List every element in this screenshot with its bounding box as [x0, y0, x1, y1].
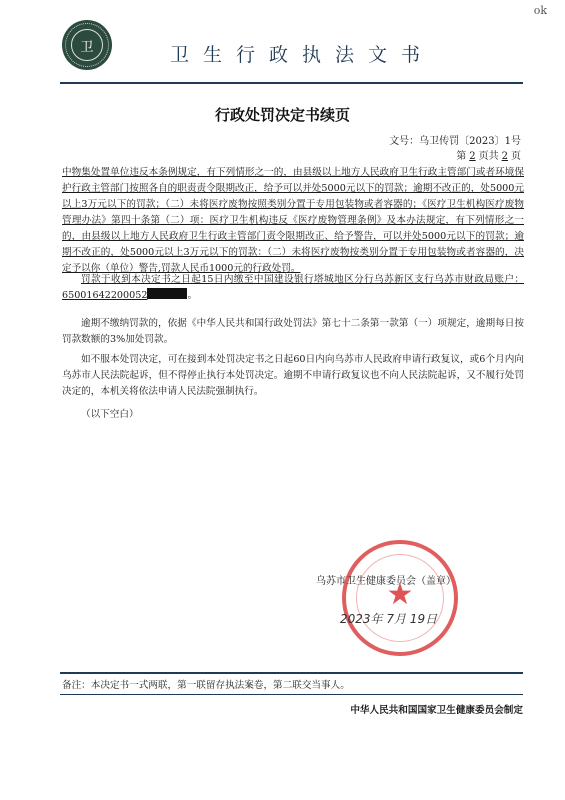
header-title: 卫生行政执法文书 — [170, 44, 435, 66]
seal-star-icon: ★ — [386, 577, 414, 612]
health-emblem-icon — [62, 20, 112, 70]
page-mid: 页共 — [478, 151, 499, 162]
footer-divider-bottom — [60, 694, 523, 695]
handwritten-corner-mark: ok — [533, 4, 547, 17]
remarks-note: 备注：本决定书一式两联，第一联留存执法案卷，第二联交当事人。 — [62, 680, 350, 691]
page-current: 2 — [469, 151, 476, 162]
paragraph-segment: 处5000元以上3万元以下的罚款； — [62, 183, 524, 210]
issuer-signature: 乌苏市卫生健康委员会（盖章） — [316, 576, 456, 587]
body-paragraph-payment — [62, 272, 524, 304]
page-total: 2 — [501, 151, 508, 162]
paragraph-segment: （二）未将医疗废物按照类别分置于专用包装物或者容器的； — [165, 199, 423, 210]
emblem-ring — [65, 23, 109, 67]
official-seal — [342, 540, 458, 656]
signature-date: 2023年 7月 19日 — [340, 612, 438, 626]
body-paragraph-legal-basis — [62, 165, 524, 277]
emblem-center: 卫 — [71, 29, 103, 61]
document-number: 文号：乌卫传罚〔2023〕1号 — [389, 136, 521, 147]
redaction-block — [147, 288, 187, 299]
page-suffix: 页 — [511, 151, 521, 162]
issuing-authority-footer: 中华人民共和国国家卫生健康委员会制定 — [350, 705, 523, 716]
body-paragraph-late-penalty: 逾期不缴纳罚款的，依据《中华人民共和国行政处罚法》第七十二条第一款第（一）项规定，逾期每日按罚款数额的3%加处罚款。 — [62, 318, 524, 345]
paragraph-segment: 罚款于收到本决定书之日起15日内缴至中国建设银行塔城地区分行乌苏新区支行乌苏市财政局账户：65001642200052 — [62, 274, 524, 301]
body-paragraph-appeal: 如不服本处罚决定，可在接到本处罚决定书之日起60日内向乌苏市人民政府申请行政复议，或6个月内向乌苏市人民法院起诉，但不得停止执行本处罚决定。逾期不申请行政复议也不向人民法院起诉，又不履行处罚决定的，本机关将依法申请人民法院强制执行。 — [62, 354, 524, 397]
footer-divider-top — [60, 672, 523, 674]
page-prefix: 第 — [456, 151, 467, 162]
header-divider — [60, 82, 523, 84]
document-title: 行政处罚决定书续页 — [214, 106, 350, 124]
paragraph-segment: 《医疗卫生机构医疗废物管理办法》第四十条第（二）项：医疗卫生机构违反《医疗废物管理条例》及本办法规定，有下列情形之一的，由县级以上地方人民政府卫生行政主管部门责令限期改正、给予警告，可以并处5000元以下的罚款；逾期不改正的，处5000元以上3万元以下的罚款：（二）未将医疗废物按类别分置于专用包装物或者容器的，决定予以你（单位）警告,罚款人民币1000元的行政处罚。 — [62, 199, 525, 274]
body-paragraph-blank-note: （以下空白） — [81, 409, 139, 420]
paragraph-segment: 。 — [187, 290, 198, 301]
paragraph-segment: 中物集处置单位违反本条例规定，有下列情形之一的，由县级以上地方人民政府卫生行政主管部门或者环境保护行政主管部门按照各自的职责责令限期改正，给予可以并处5000元以下的罚款；逾期不改正的， — [62, 167, 524, 194]
page-indicator — [456, 147, 521, 162]
